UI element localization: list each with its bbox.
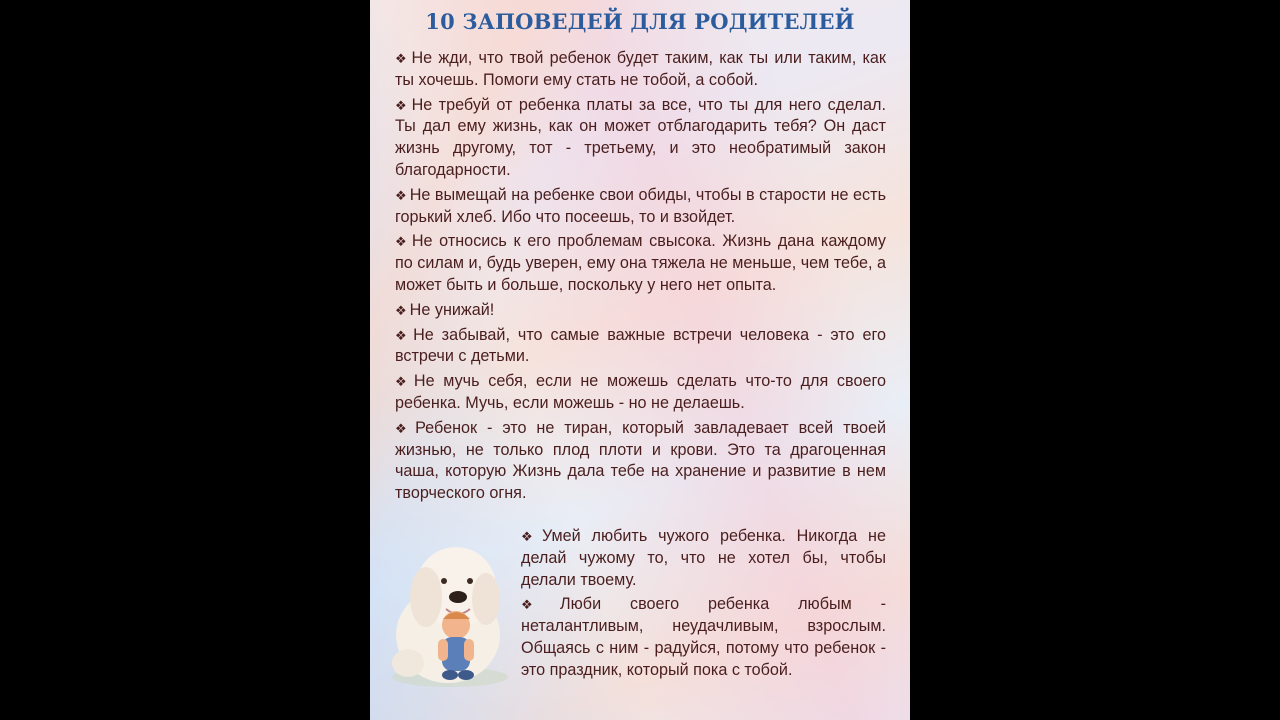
item-text: Не относись к его проблемам свысока. Жизнь дана каждому по силам и, будь уверен, ему она тяжела не меньше, чем тебе, а может быть и больше, поскольку у него нет опыта. — [395, 232, 886, 294]
dog-and-child-illustration — [386, 535, 514, 690]
list-item — [395, 231, 886, 296]
bullet-icon: ❖ — [395, 420, 413, 436]
bullet-icon: ❖ — [395, 327, 411, 343]
list-item — [395, 300, 886, 322]
item-text: Люби своего ребенка любым - неталантливым, неудачливым, взрослым. Общаясь с ним - радуйся, потому что ребенок - это праздник, который пока с тобой. — [521, 595, 887, 679]
bullet-icon: ❖ — [521, 597, 558, 613]
page-title: 10 ЗАПОВЕДЕЙ ДЛЯ РОДИТЕЛЕЙ — [425, 9, 855, 34]
item-text: Не вымещай на ребенке свои обиды, чтобы в старости не есть горький хлеб. Ибо что посеешь, то и взойдет. — [395, 185, 886, 226]
item-text: Умей любить чужого ребенка. Никогда не делай чужому то, что не хотел бы, чтобы делали твоему. — [521, 527, 887, 589]
bullet-icon: ❖ — [521, 529, 539, 544]
bullet-icon: ❖ — [395, 374, 411, 390]
bullet-icon: ❖ — [395, 187, 407, 203]
list-item — [395, 325, 886, 369]
item-text: Ребенок - это не тиран, который завладевает всей твоей жизнью, не только плод плоти и крови. Это та драгоценная чаша, которую Жизнь дала тебе на хранение и развитие в нем творческого огня. — [395, 418, 887, 503]
item-text: Не унижай! — [409, 300, 495, 319]
item-text: Не мучь себя, если не можешь сделать что-то для своего ребенка. Мучь, если можешь - но не делаешь. — [395, 372, 886, 412]
bullet-icon: ❖ — [395, 234, 409, 250]
bullet-icon: ❖ — [395, 302, 407, 318]
list-item — [395, 418, 886, 505]
commandments-list-bottom — [521, 526, 886, 685]
commandments-list — [395, 48, 886, 508]
item-text: Не жди, что твой ребенок будет таким, как ты или таким, как ты хочешь. Помоги ему стать не тобой, а собой. — [395, 49, 887, 89]
list-item — [395, 95, 886, 182]
bullet-icon: ❖ — [395, 51, 409, 66]
list-item — [521, 526, 886, 591]
poster-page — [370, 0, 910, 720]
list-item — [395, 185, 886, 229]
list-item — [395, 371, 886, 415]
item-text: Не забывай, что самые важные встречи человека - это его встречи с детьми. — [395, 325, 886, 366]
item-text: Не требуй от ребенка платы за все, что ты для него сделал. Ты дал ему жизнь, как он может отблагодарить тебя? Он даст жизнь другому, тот - третьему, и это необратимый закон благодарности. — [395, 95, 887, 179]
list-item — [395, 48, 886, 92]
list-item — [521, 594, 886, 681]
bullet-icon: ❖ — [395, 97, 409, 113]
